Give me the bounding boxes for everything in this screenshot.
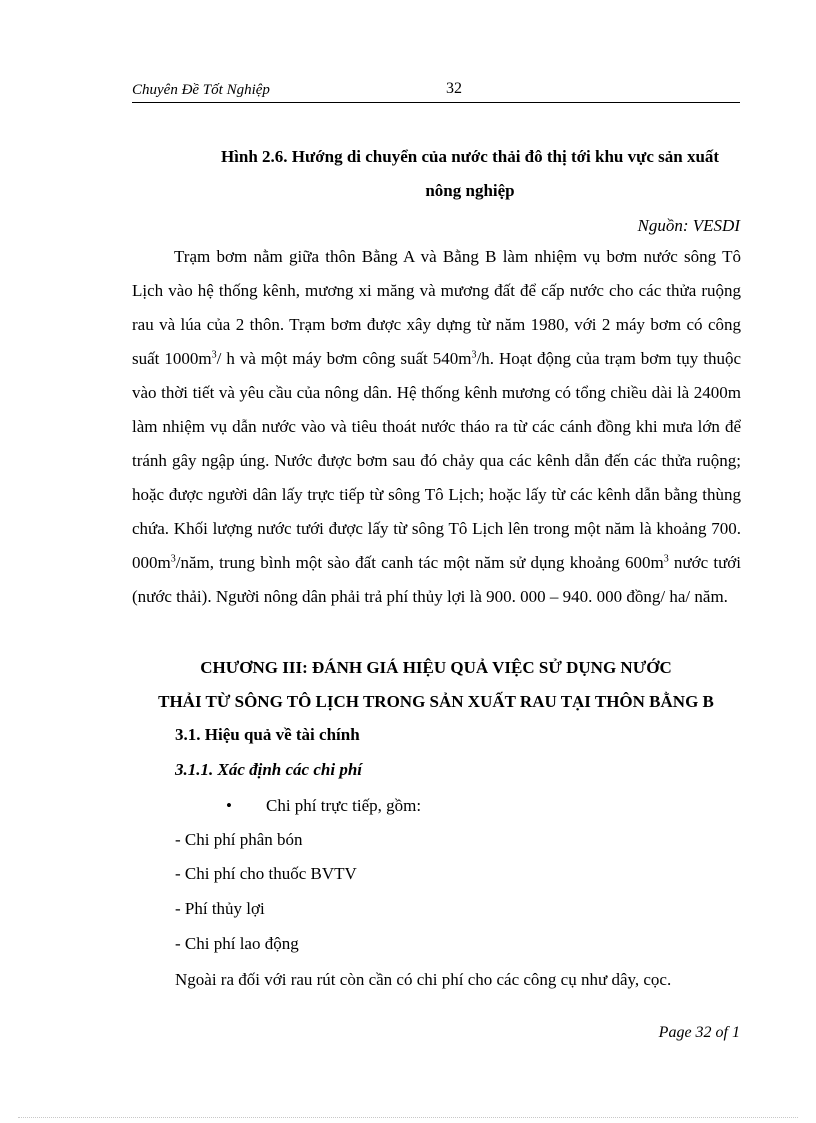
closing-sentence: Ngoài ra đối với rau rút còn cần có chi phí cho các công cụ như dây, cọc.	[175, 970, 672, 989]
section-heading: 3.1. Hiệu quả về tài chính	[175, 725, 360, 744]
list-item: - Chi phí lao động	[175, 934, 299, 953]
superscript-2: 3	[471, 349, 477, 361]
paragraph-part-3: /h. Hoạt động của trạm bơm tụy thuộc vào thời tiết và yêu cầu của nông dân. Hệ thống kênh mương có tổng chiều dài là 2400m làm nhiệm vụ dẫn nước vào và tiêu thoát nước tháo ra từ các cánh đồng khi mưa lớn để tránh gây ngập úng. Nước được bơm sau đó chảy qua các kênh dẫn đến các thửa ruộng; hoặc được người dân lấy trực tiếp từ sông Tô Lịch; hoặc lấy từ các kênh dẫn bằng thùng chứa. Khối lượng nước tưới được lấy từ sông Tô Lịch lên trong một năm là khoảng 700. 000m	[132, 349, 742, 572]
body-paragraph	[132, 240, 741, 614]
subsection-heading: 3.1.1. Xác định các chi phí	[175, 760, 363, 779]
list-item: - Phí thủy lợi	[175, 899, 265, 918]
superscript-4: 3	[663, 553, 669, 565]
page-footer: Page 32 of 1	[658, 1024, 740, 1041]
superscript-1: 3	[211, 349, 217, 361]
header-title: Chuyên Đề Tốt Nghiệp	[132, 82, 270, 98]
page-bottom-divider	[18, 1117, 798, 1118]
figure-caption-line2: nông nghiệp	[425, 181, 515, 200]
paragraph-part-2: / h và một máy bơm công suất 540m	[216, 349, 472, 368]
figure-caption-line1: Hình 2.6. Hướng di chuyển của nước thải đô thị tới khu vực sản xuất	[220, 147, 720, 166]
paragraph-part-5: nước tưới (nước thải). Người nông dân phải trả phí thủy lợi là 900. 000 – 940. 000 đồng/ ha/ năm.	[132, 553, 741, 606]
page-header	[132, 78, 740, 103]
paragraph-part-4: /năm, trung bình một sào đất canh tác một năm sử dụng khoảng 600m	[175, 553, 664, 572]
chapter-title-line1: CHƯƠNG III: ĐÁNH GIÁ HIỆU QUẢ VIỆC SỬ DỤNG NƯỚC	[200, 658, 672, 677]
list-item: - Chi phí cho thuốc BVTV	[175, 864, 357, 883]
list-item: - Chi phí phân bón	[175, 830, 303, 849]
paragraph-part-1: Trạm bơm nằm giữa thôn Bằng A và Bằng B làm nhiệm vụ bơm nước sông Tô Lịch vào hệ thống kênh, mương xi măng và mương đất để cấp nước cho các thửa ruộng rau và lúa của 2 thôn. Trạm bơm được xây dựng từ năm 1980, với 2 máy bơm có công suất 1000m	[132, 247, 741, 368]
bullet-icon: •	[226, 796, 232, 815]
bullet-item	[226, 796, 421, 816]
chapter-title-line2: THẢI TỪ SÔNG TÔ LỊCH TRONG SẢN XUẤT RAU TẠI THÔN BẰNG B	[158, 692, 714, 711]
superscript-3: 3	[170, 553, 176, 565]
header-page-number: 32	[446, 80, 462, 97]
bullet-text: Chi phí trực tiếp, gồm:	[266, 796, 422, 815]
figure-source: Nguồn: VESDI	[637, 216, 740, 235]
